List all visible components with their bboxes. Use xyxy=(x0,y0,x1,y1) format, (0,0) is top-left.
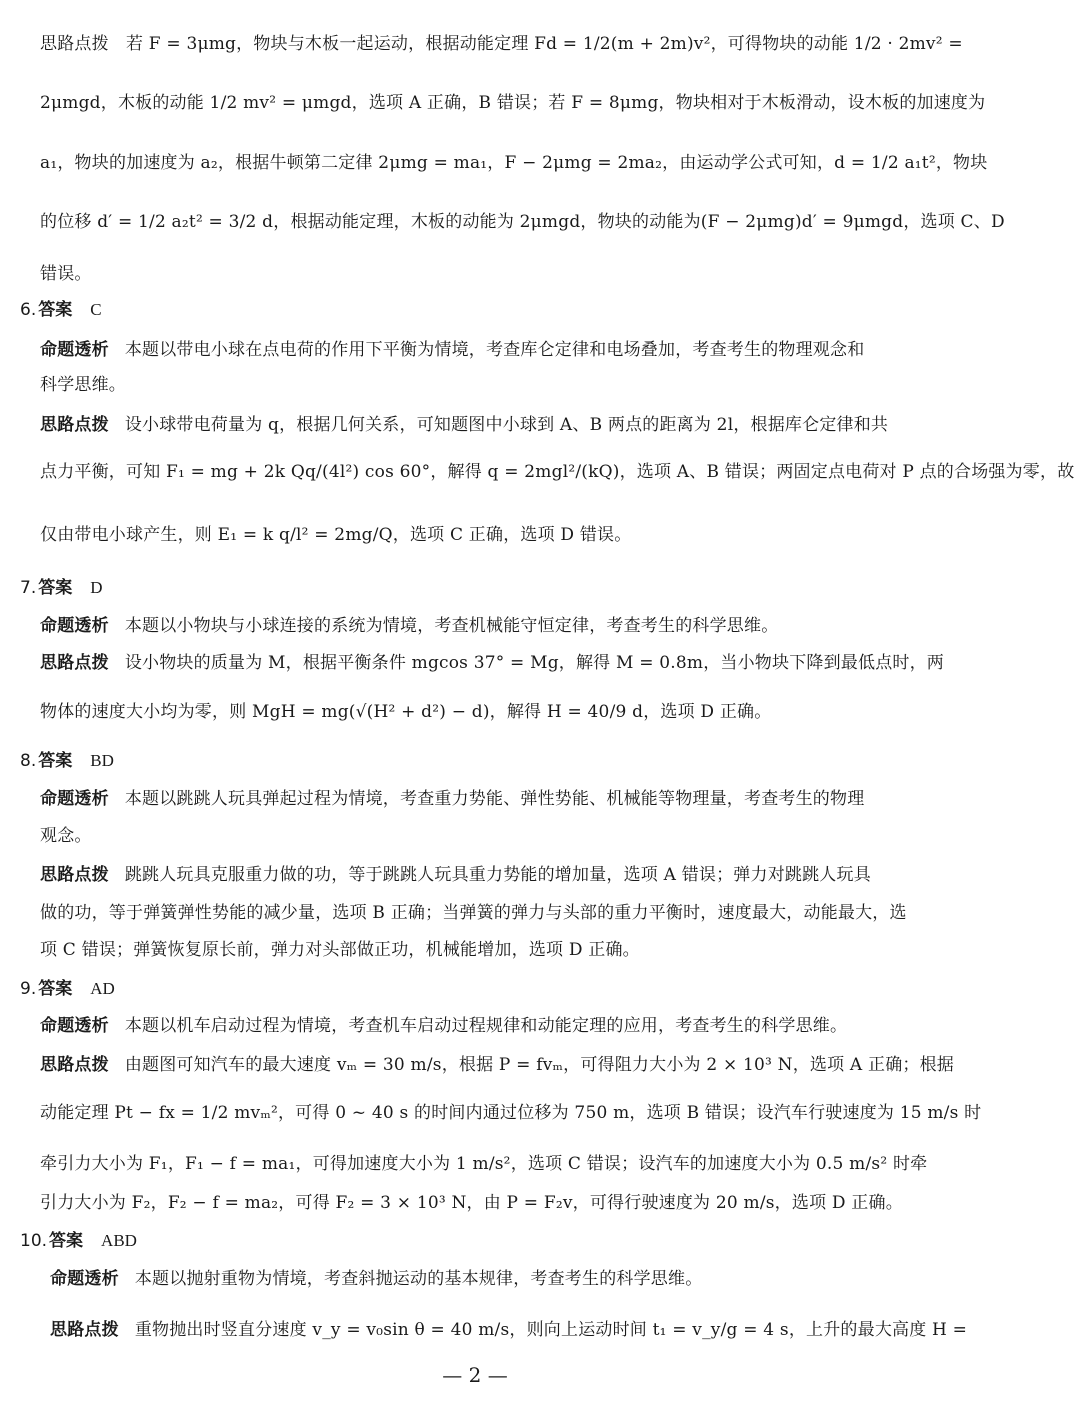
analysis-tag: 思路点拨 xyxy=(40,415,109,435)
answer-value: BD xyxy=(90,751,114,770)
answer-value: AD xyxy=(90,979,115,998)
item-number: 7. xyxy=(20,578,37,598)
item-number: 8. xyxy=(20,751,37,771)
analysis-line: 动能定理 Pt − fx = 1/2 mvₘ²，可得 0 ~ 40 s 的时间内通过位移为 750 m，选项 B 错误；设汽车行驶速度为 15 m/s 时 xyxy=(40,1103,982,1123)
analysis-tag: 思路点拨 xyxy=(40,1055,109,1075)
text-line: a₁，物块的加速度为 a₂，根据牛顿第二定律 2μmg = ma₁，F − 2μmg = 2ma₂，由运动学公式可知，d = 1/2 a₁t²，物块 xyxy=(40,153,988,173)
answer-heading-9 xyxy=(20,977,115,1001)
intro-tag: 命题透析 xyxy=(50,1269,119,1289)
analysis-tag: 思路点拨 xyxy=(40,865,109,885)
intro-tag: 命题透析 xyxy=(40,789,109,809)
answer-value: ABD xyxy=(101,1231,137,1250)
analysis-tag: 思路点拨 xyxy=(40,653,109,673)
text-line: 思路点拨 若 F = 3μmg，物块与木板一起运动，根据动能定理 Fd = 1/2(m + 2m)v²，可得物块的动能 1/2 · 2mv² = xyxy=(40,34,963,54)
answer-label: 答案 xyxy=(38,578,73,598)
analysis-line: 引力大小为 F₂，F₂ − f = ma₂，可得 F₂ = 3 × 10³ N，由 P = F₂v，可得行驶速度为 20 m/s，选项 D 正确。 xyxy=(40,1193,903,1213)
item-number: 9. xyxy=(20,979,37,999)
analysis-line: 思路点拨 重物抛出时竖直分速度 v_y = v₀sin θ = 40 m/s，则向上运动时间 t₁ = v_y/g = 4 s，上升的最大高度 H = xyxy=(50,1320,968,1340)
analysis-line: 思路点拨 由题图可知汽车的最大速度 vₘ = 30 m/s，根据 P = fvₘ，可得阻力大小为 2 × 10³ N，选项 A 正确；根据 xyxy=(40,1055,955,1075)
intro-line: 命题透析 本题以小物块与小球连接的系统为情境，考查机械能守恒定律，考查考生的科学思维。 xyxy=(40,616,779,636)
analysis-line: 思路点拨 跳跳人玩具克服重力做的功，等于跳跳人玩具重力势能的增加量，选项 A 错误；弹力对跳跳人玩具 xyxy=(40,865,871,885)
item-number: 10. xyxy=(20,1231,48,1251)
intro-tag: 命题透析 xyxy=(40,340,109,360)
analysis-line: 点力平衡，可知 F₁ = mg + 2k Qq/(4l²) cos 60°，解得 q = 2mgl²/(kQ)，选项 A、B 错误；两固定点电荷对 P 点的合场强为零，故 xyxy=(40,462,1074,482)
answer-heading-7 xyxy=(20,576,103,600)
analysis-line: 牵引力大小为 F₁，F₁ − f = ma₁，可得加速度大小为 1 m/s²，选项 C 错误；设汽车的加速度大小为 0.5 m/s² 时牵 xyxy=(40,1154,928,1174)
item-number: 6. xyxy=(20,300,37,320)
text-line: 的位移 d′ = 1/2 a₂t² = 3/2 d，根据动能定理，木板的动能为 2μmgd，物块的动能为(F − 2μmg)d′ = 9μmgd，选项 C、D xyxy=(40,212,1005,232)
answer-heading-8 xyxy=(20,749,114,773)
intro-line: 命题透析 本题以抛射重物为情境，考查斜抛运动的基本规律，考查考生的科学思维。 xyxy=(50,1269,703,1289)
analysis-tag: 思路点拨 xyxy=(50,1320,119,1340)
intro-tag: 命题透析 xyxy=(40,616,109,636)
intro-line: 命题透析 本题以机车启动过程为情境，考查机车启动过程规律和动能定理的应用，考查考生的科学思维。 xyxy=(40,1016,848,1036)
answer-heading-6 xyxy=(20,298,102,322)
intro-line: 命题透析 本题以带电小球在点电荷的作用下平衡为情境，考查库仑定律和电场叠加，考查考生的物理观念和 xyxy=(40,340,865,360)
answer-label: 答案 xyxy=(38,300,73,320)
intro-line: 观念。 xyxy=(40,826,92,846)
answer-label: 答案 xyxy=(38,979,73,999)
text-line: 2μmgd，木板的动能 1/2 mv² = μmgd，选项 A 正确，B 错误；若 F = 8μmg，物块相对于木板滑动，设木板的加速度为 xyxy=(40,93,986,113)
analysis-line: 物体的速度大小均为零，则 MgH = mg(√(H² + d²) − d)，解得 H = 40/9 d，选项 D 正确。 xyxy=(40,702,772,722)
answer-value: D xyxy=(90,578,103,597)
answer-value: C xyxy=(90,300,102,319)
analysis-line: 做的功，等于弹簧弹性势能的减少量，选项 B 正确；当弹簧的弹力与头部的重力平衡时，速度最大，动能最大，选 xyxy=(40,903,907,923)
analysis-line: 思路点拨 设小球带电荷量为 q，根据几何关系，可知题图中小球到 A、B 两点的距离为 2l，根据库仑定律和共 xyxy=(40,415,889,435)
analysis-line: 仅由带电小球产生，则 E₁ = k q/l² = 2mg/Q，选项 C 正确，选项 D 错误。 xyxy=(40,525,632,545)
analysis-line: 思路点拨 设小物块的质量为 M，根据平衡条件 mgcos 37° = Mg，解得 M = 0.8m，当小物块下降到最低点时，两 xyxy=(40,653,945,673)
page-number: — 2 — xyxy=(442,1363,508,1387)
intro-line: 科学思维。 xyxy=(40,375,126,395)
analysis-line: 项 C 错误；弹簧恢复原长前，弹力对头部做正功，机械能增加，选项 D 正确。 xyxy=(40,940,640,960)
intro-line: 命题透析 本题以跳跳人玩具弹起过程为情境，考查重力势能、弹性势能、机械能等物理量，考查考生的物理 xyxy=(40,789,865,809)
text-line: 错误。 xyxy=(40,264,92,284)
answer-label: 答案 xyxy=(38,751,73,771)
intro-tag: 命题透析 xyxy=(40,1016,109,1036)
answer-label: 答案 xyxy=(49,1231,84,1251)
answer-heading-10 xyxy=(20,1229,137,1253)
